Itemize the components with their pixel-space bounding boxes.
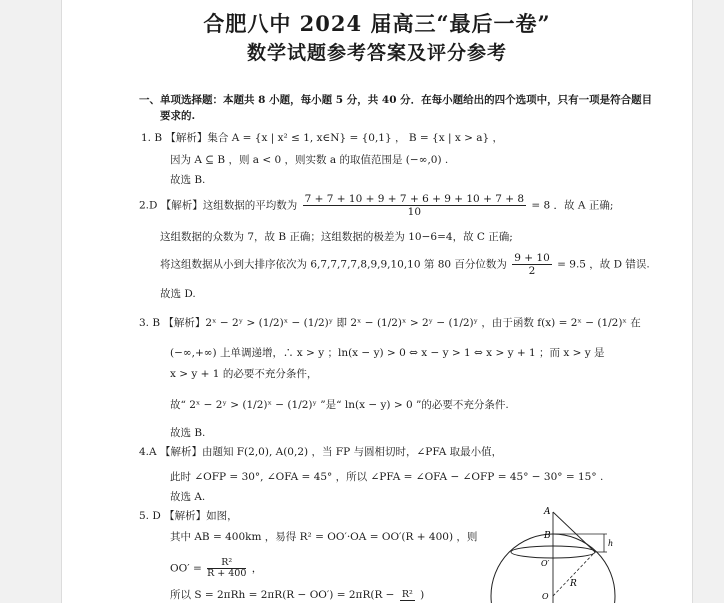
q1-line3: 故选 B. bbox=[170, 174, 206, 186]
document-subtitle: 数学试题参考答案及评分参考 bbox=[246, 42, 507, 64]
q2-percentile-denominator: 2 bbox=[528, 265, 536, 277]
label-B: B bbox=[544, 531, 551, 541]
q5-oo-tail: ， bbox=[251, 562, 263, 575]
section-heading-cont: 要求的. bbox=[160, 110, 196, 122]
document-page bbox=[61, 0, 693, 603]
q5-line4-tail: ) bbox=[420, 589, 425, 601]
q5-line3 bbox=[170, 558, 262, 579]
q3-line5: 故选 B. bbox=[170, 427, 206, 439]
q5-line4-fraction bbox=[400, 590, 415, 601]
q1-line1: 1. B 【解析】集合 A = {x | x² ≤ 1, x∈N} = {0,1} ， B = {x | x > a} ， bbox=[141, 132, 504, 144]
document-title: 合肥八中 2024 届高三“最后一卷” bbox=[203, 11, 551, 36]
q5-oo-fraction bbox=[207, 558, 246, 579]
q4-line1: 4.A 【解析】由题知 F(2,0), A(0,2) ，当 FP 与圆相切时，∠PFA 取最小值， bbox=[139, 446, 503, 458]
q3-line1: 3. B 【解析】2ˣ − 2ʸ > (1/2)ˣ − (1/2)ʸ 即 2ˣ − (1/2)ˣ > 2ʸ − (1/2)ʸ ，由于函数 f(x) = 2ˣ − (1/2)ˣ 在 bbox=[139, 317, 641, 329]
q5-line4-lead: 所以 S = 2πRh = 2πR(R − OO′) = 2πR(R − bbox=[170, 589, 395, 601]
q5-line2: 其中 AB = 400km ，易得 R² = OO′·OA = OO′(R + 400) ，则 bbox=[170, 531, 478, 543]
q2-mean-fraction bbox=[303, 193, 526, 218]
q5-line4-numerator: R² bbox=[401, 588, 413, 600]
q2-line3-tail: = 9.5 ，故 D 错误. bbox=[557, 258, 650, 271]
label-O: O bbox=[542, 592, 549, 601]
q5-line1: 5. D 【解析】如图， bbox=[139, 510, 238, 522]
q2-line1 bbox=[139, 193, 613, 218]
q2-line3 bbox=[160, 252, 650, 277]
q3-line4: 故“ 2ˣ − 2ʸ > (1/2)ˣ − (1/2)ʸ ”是“ ln(x − y) > 0 ”的必要不充分条件. bbox=[170, 399, 509, 411]
radius-line bbox=[553, 552, 595, 596]
q3-line3: x > y + 1 的必要不充分条件， bbox=[170, 368, 318, 380]
label-h: h bbox=[608, 539, 614, 548]
q2-mean-denominator: 10 bbox=[407, 206, 422, 218]
q2-line3-lead: 将这组数据从小到大排序依次为 6,7,7,7,7,8,9,9,10,10 第 80 百分位数为 bbox=[160, 258, 507, 271]
q4-line2: 此时 ∠OFP = 30°, ∠OFA = 45° ，所以 ∠PFA = ∠OFA − ∠OFP = 45° − 30° = 15° . bbox=[170, 471, 604, 483]
q2-mean-numerator: 7 + 7 + 10 + 9 + 7 + 6 + 9 + 10 + 7 + 8 bbox=[304, 193, 525, 205]
q2-percentile-numerator: 9 + 10 bbox=[514, 252, 550, 264]
q2-line2: 这组数据的众数为 7，故 B 正确；这组数据的极差为 10−6=4，故 C 正确; bbox=[160, 231, 513, 243]
q5-line4 bbox=[170, 588, 424, 602]
q2-lead: 2.D 【解析】这组数据的平均数为 bbox=[139, 199, 298, 212]
q5-oo-lead: OO′ = bbox=[170, 562, 202, 575]
q5-oo-numerator: R² bbox=[207, 558, 246, 569]
q3-line2: (−∞,+∞) 上单调递增，∴ x > y ；ln(x − y) > 0 ⇔ x − y > 1 ⇔ x > y + 1 ；而 x > y 是 bbox=[170, 347, 605, 359]
q2-percentile-fraction bbox=[512, 252, 552, 277]
label-R: R bbox=[570, 579, 577, 589]
section-heading: 一、单项选择题：本题共 8 小题，每小题 5 分，共 40 分．在每小题给出的四个选项中，只有一项是符合题目 bbox=[139, 94, 653, 106]
q1-line2: 因为 A ⊆ B ，则 a < 0 ，则实数 a 的取值范围是 (−∞,0) . bbox=[170, 154, 449, 166]
q2-line4: 故选 D. bbox=[160, 288, 196, 300]
sphere-figure bbox=[482, 500, 632, 603]
q2-tail: = 8 ．故 A 正确; bbox=[531, 199, 614, 212]
q4-line3: 故选 A. bbox=[170, 491, 206, 503]
label-A: A bbox=[544, 507, 551, 517]
label-O-prime: O′ bbox=[541, 559, 550, 568]
q5-oo-denominator: R + 400 bbox=[207, 568, 247, 579]
